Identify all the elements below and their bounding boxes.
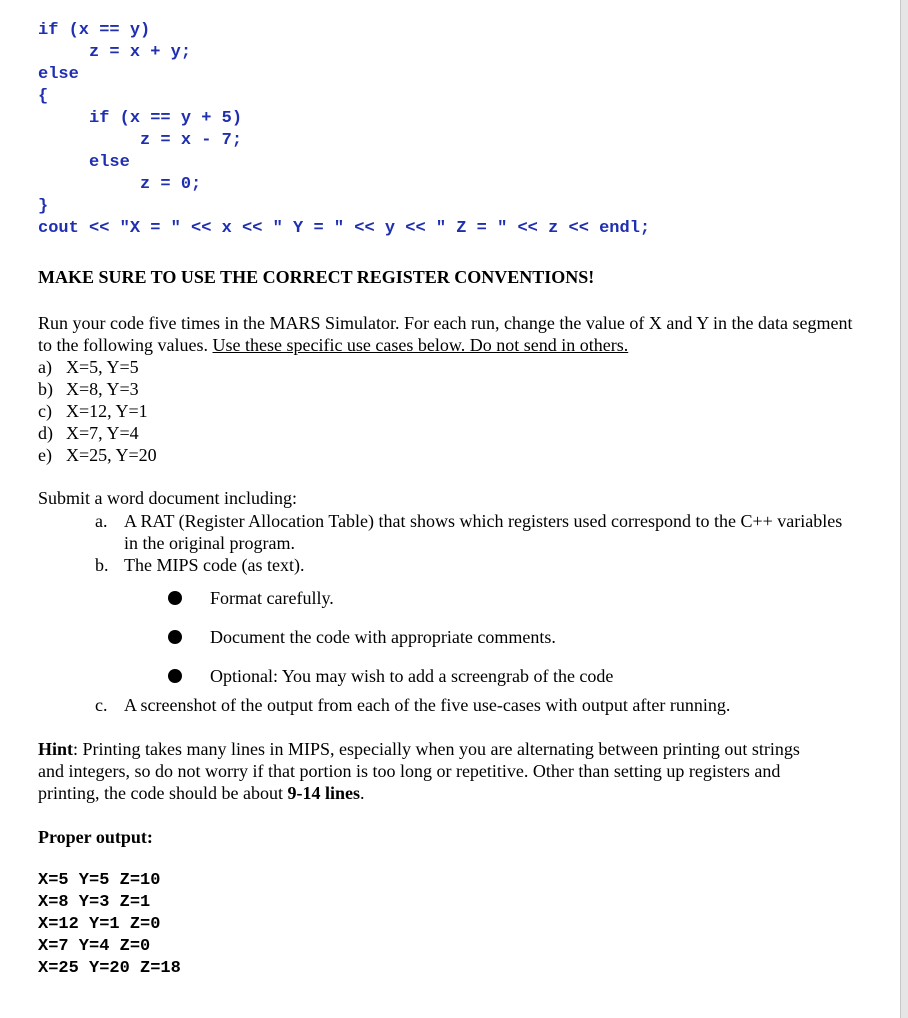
use-case-item [38,444,858,466]
code-line: } [38,197,49,216]
submit-intro: Submit a word document including: [38,488,297,508]
code-line: else [38,153,130,172]
hint-paragraph [38,738,818,804]
bullet-text: Format carefully. [210,588,334,608]
use-case-label: b) [38,379,53,399]
output-line: X=7 Y=4 Z=0 [38,937,151,956]
use-case-value: X=7, Y=4 [66,423,139,443]
use-case-list [38,356,858,466]
use-case-label: a) [38,357,52,377]
hint-line-count: 9-14 lines [287,783,360,803]
instructions-underlined: Use these specific use cases below. Do not send in others. [212,335,629,355]
code-line: if (x == y) [38,21,151,40]
code-line: z = x - 7; [38,131,243,150]
use-case-value: X=12, Y=1 [66,401,148,421]
code-line: { [38,87,49,106]
submit-item-label: c. [95,695,108,715]
code-line: z = x + y; [38,43,192,62]
proper-output-block [38,870,181,980]
code-line: cout << "X = " << x << " Y = " << y << " Z = " << z << endl; [38,219,651,238]
page-edge [900,0,908,1018]
use-case-item [38,422,858,444]
use-case-label: c) [38,401,52,421]
hint-text: : Printing takes many lines in MIPS, especially when you are alternating between printing out strings and integers, so do not worry if that portion is too long or repetitive. Other than setting up registers and printing, the code should be about [38,739,800,803]
code-line: if (x == y + 5) [38,109,243,128]
proper-output-heading: Proper output: [38,827,153,847]
output-line: X=12 Y=1 Z=0 [38,915,161,934]
use-case-item [38,356,858,378]
hint-end: . [359,783,365,803]
bullet-text: Document the code with appropriate comments. [210,627,556,647]
bullet-icon [168,630,182,644]
code-line: z = 0; [38,175,202,194]
instructions-text: Run your code five times in the MARS Simulator. For each run, change the value of X and Y in the data segment to the following values. [38,313,853,355]
hint-label: Hint [38,739,74,759]
register-conventions-heading: MAKE SURE TO USE THE CORRECT REGISTER CONVENTIONS! [38,267,595,287]
output-line: X=8 Y=3 Z=1 [38,893,151,912]
submit-item-text: A RAT (Register Allocation Table) that shows which registers used correspond to the C++ variables in the original program. [124,511,843,553]
output-line: X=5 Y=5 Z=10 [38,871,161,890]
submit-item-text: The MIPS code (as text). [124,555,305,575]
code-line: else [38,65,79,84]
use-case-value: X=5, Y=5 [66,357,139,377]
bullet-text: Optional: You may wish to add a screengrab of the code [210,666,614,686]
use-case-item [38,378,858,400]
submit-item-text: A screenshot of the output from each of the five use-cases with output after running. [124,695,731,715]
use-case-value: X=8, Y=3 [66,379,139,399]
cpp-code-block [38,20,650,240]
use-case-label: e) [38,445,52,465]
submit-item-label: b. [95,555,109,575]
output-line: X=25 Y=20 Z=18 [38,959,181,978]
use-case-label: d) [38,423,53,443]
submit-item-label: a. [95,511,108,531]
use-case-item [38,400,858,422]
instructions-paragraph [38,312,858,356]
bullet-icon [168,669,182,683]
use-case-value: X=25, Y=20 [66,445,157,465]
bullet-icon [168,591,182,605]
